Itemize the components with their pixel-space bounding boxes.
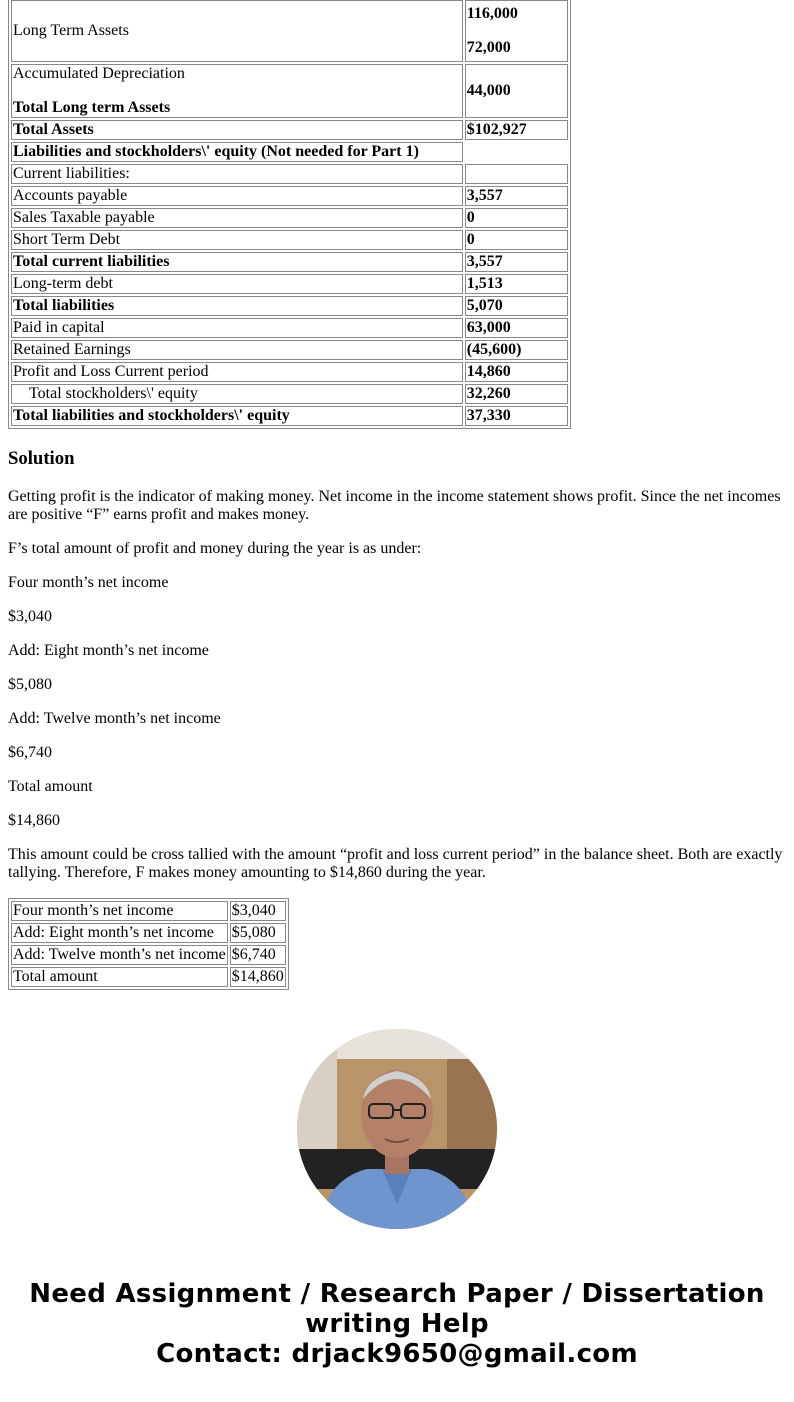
row-label: Liabilities and stockholders\' equity (Not needed for Part 1) — [11, 142, 463, 162]
row-label: Short Term Debt — [11, 230, 463, 250]
solution-paragraph: Four month’s net income — [8, 574, 169, 591]
summary-value: $6,740 — [230, 945, 286, 965]
row-value: 14,860 — [465, 362, 568, 382]
table-row — [11, 945, 286, 965]
table-row — [11, 340, 568, 360]
solution-paragraph: This amount could be cross tallied with the amount “profit and loss current period” in the balance sheet. Both are exactly tallying. Therefore, F makes money amounting to $14,860 during the year. — [8, 846, 783, 881]
table-row — [11, 208, 568, 228]
row-value: 1,513 — [465, 274, 568, 294]
row-label: Total stockholders\' equity — [11, 384, 463, 404]
summary-table — [8, 898, 289, 990]
banner-line: writing Help — [305, 1309, 489, 1339]
table-row — [11, 252, 568, 272]
summary-label: Total amount — [11, 967, 228, 987]
help-banner — [0, 1279, 794, 1369]
row-value: 32,260 — [465, 384, 568, 404]
row-label: Sales Taxable payable — [11, 208, 463, 228]
row-label: Long-term debt — [11, 274, 463, 294]
accumulated-depreciation-label: Accumulated Depreciation — [13, 65, 185, 82]
row-value — [465, 164, 568, 184]
solution-paragraph: $5,080 — [8, 676, 52, 693]
table-row — [11, 318, 568, 338]
contact-line: Contact: drjack9650@gmail.com — [156, 1339, 638, 1369]
solution-paragraph: F’s total amount of profit and money during the year is as under: — [8, 540, 422, 557]
solution-paragraph: Add: Eight month’s net income — [8, 642, 209, 659]
solution-paragraph: Getting profit is the indicator of making money. Net income in the income statement shows profit. Since the net incomes are positive “F” earns profit and makes money. — [8, 488, 781, 523]
balance-sheet-table — [8, 0, 571, 429]
table-row — [11, 296, 568, 316]
table-row — [11, 901, 286, 921]
table-row — [11, 230, 568, 250]
row-value: 0 — [465, 230, 568, 250]
long-term-assets-label: Long Term Assets — [11, 0, 463, 62]
summary-value: $14,860 — [231, 968, 284, 985]
summary-label: Four month’s net income — [11, 901, 228, 921]
banner-line: Need Assignment / Research Paper / Dissertation — [29, 1279, 765, 1309]
table-row — [11, 274, 568, 294]
row-label: Total liabilities — [11, 296, 463, 316]
row-value: $102,927 — [465, 120, 568, 140]
row-label: Total current liabilities — [11, 252, 463, 272]
long-term-assets-values — [465, 0, 568, 62]
solution-paragraph: $3,040 — [8, 608, 52, 625]
total-long-term-assets-value: 44,000 — [465, 64, 568, 118]
row-label: Accounts payable — [11, 186, 463, 206]
row-value: 0 — [465, 208, 568, 228]
row-label: Profit and Loss Current period — [11, 362, 463, 382]
table-row — [11, 967, 286, 987]
row-label: Current liabilities: — [11, 164, 463, 184]
table-row — [11, 0, 568, 62]
row-value: (45,600) — [465, 340, 568, 360]
row-value — [465, 142, 568, 162]
solution-paragraph: $6,740 — [8, 744, 52, 761]
row-label: Total liabilities and stockholders\' equity — [11, 406, 463, 426]
total-long-term-assets-label: Total Long term Assets — [13, 99, 171, 116]
accumulated-depreciation-cell — [11, 64, 463, 118]
table-row — [11, 142, 568, 162]
table-row — [11, 64, 568, 118]
summary-value: $3,040 — [230, 901, 286, 921]
table-row — [11, 384, 568, 404]
long-term-assets-value: 116,000 — [466, 5, 518, 22]
table-row — [11, 186, 568, 206]
author-avatar — [297, 1029, 497, 1229]
summary-label: Add: Eight month’s net income — [11, 923, 228, 943]
row-label: Retained Earnings — [11, 340, 463, 360]
solution-paragraph: $14,860 — [8, 812, 60, 829]
table-row — [11, 406, 568, 426]
summary-value: $5,080 — [230, 923, 286, 943]
row-label: Paid in capital — [11, 318, 463, 338]
solution-heading: Solution — [8, 448, 75, 469]
solution-body — [8, 488, 786, 882]
row-value: 3,557 — [465, 186, 568, 206]
table-row — [11, 164, 568, 184]
table-row — [11, 923, 286, 943]
row-value: 63,000 — [465, 318, 568, 338]
row-value: 5,070 — [465, 296, 568, 316]
row-value: 37,330 — [465, 406, 568, 426]
solution-paragraph: Add: Twelve month’s net income — [8, 710, 221, 727]
long-term-assets-value: 72,000 — [466, 39, 511, 56]
summary-label: Add: Twelve month’s net income — [13, 946, 226, 963]
row-label: Total Assets — [11, 120, 463, 140]
row-value: 3,557 — [465, 252, 568, 272]
table-row — [11, 362, 568, 382]
author-photo-icon — [297, 1029, 497, 1229]
solution-paragraph: Total amount — [8, 778, 93, 795]
table-row — [11, 120, 568, 140]
